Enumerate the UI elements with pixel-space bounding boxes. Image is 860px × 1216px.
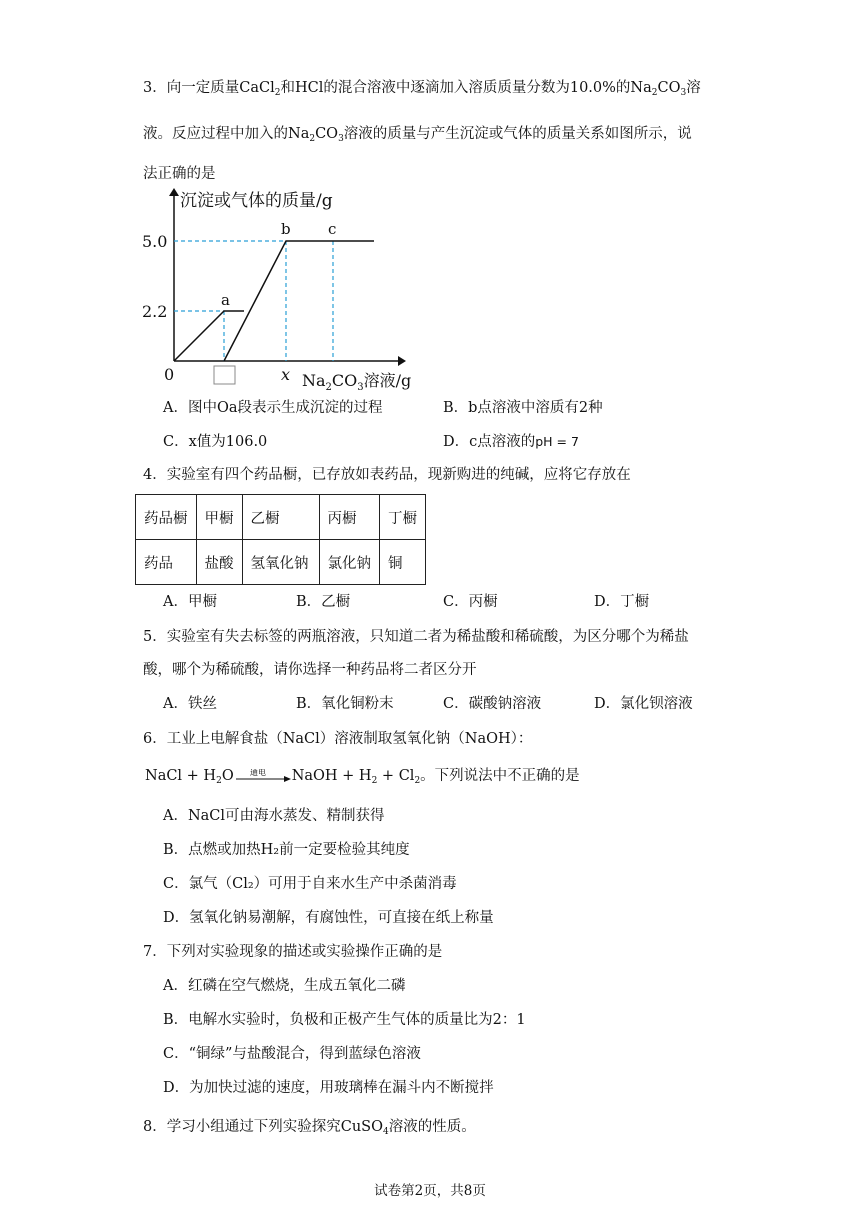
q7-option-c[interactable]: C．“铜绿”与盐酸混合，得到蓝绿色溶液 xyxy=(163,1046,421,1062)
table-cell: 氢氧化钠 xyxy=(242,540,319,585)
q6-stem-line1: 6．工业上电解食盐（NaCl）溶液制取氢氧化钠（NaOH）： xyxy=(143,731,533,747)
q7-option-d[interactable]: D．为加快过滤的速度，用玻璃棒在漏斗内不断搅拌 xyxy=(163,1080,494,1096)
table-cell: 丁橱 xyxy=(380,495,426,540)
q5-option-d[interactable]: D．氯化钡溶液 xyxy=(594,696,693,712)
q5-option-a[interactable]: A．铁丝 xyxy=(163,696,217,712)
x-axis-label: $Na_2CO_3$溶液/g xyxy=(302,371,412,393)
q4-stem: 4．实验室有四个药品橱，已存放如表药品，现新购进的纯碱，应将它存放在 xyxy=(143,467,631,483)
table-cell: 药品 xyxy=(136,540,197,585)
table-cell: 盐酸 xyxy=(196,540,242,585)
q5-option-c[interactable]: C．碳酸钠溶液 xyxy=(443,696,542,712)
q7-stem: 7．下列对实验现象的描述或实验操作正确的是 xyxy=(143,944,443,960)
svg-text:通电: 通电 xyxy=(249,769,266,777)
answer-blank-box xyxy=(214,366,235,384)
table-cell: 乙橱 xyxy=(242,495,319,540)
q3-stem-line3: 法正确的是 xyxy=(143,166,216,182)
q6-option-b[interactable]: B．点燃或加热H₂前一定要检验其纯度 xyxy=(163,842,410,858)
q3-option-b[interactable]: B．b点溶液中溶质有2种 xyxy=(443,400,603,416)
q7-option-b[interactable]: B．电解水实验时，负极和正极产生气体的质量比为2：1 xyxy=(163,1012,526,1028)
q5-stem-line1: 5．实验室有失去标签的两瓶溶液，只知道二者为稀盐酸和稀硫酸，为区分哪个为稀盐 xyxy=(143,629,689,645)
table-cell: 药品橱 xyxy=(136,495,197,540)
q3-graph xyxy=(140,186,450,396)
q4-option-a[interactable]: A．甲橱 xyxy=(163,594,217,610)
q4-option-d[interactable]: D．丁橱 xyxy=(594,594,650,610)
q4-table xyxy=(135,494,426,585)
q5-option-b[interactable]: B．氧化铜粉末 xyxy=(296,696,394,712)
q3-option-c[interactable]: C．x值为106.0 xyxy=(163,434,268,450)
table-cell: 甲橱 xyxy=(196,495,242,540)
q5-stem-line2: 酸，哪个为稀硫酸，请你选择一种药品将二者区分开 xyxy=(143,662,477,678)
point-a-label: a xyxy=(221,291,230,309)
q3-stem-line1: 3．向一定质量CaCl$_2$和HCl的混合溶液中逐滴加入溶质质量分数为10.0%的$Na_2CO_3$溶 xyxy=(143,80,701,98)
y-axis-label: 沉淀或气体的质量/g xyxy=(180,191,333,211)
tick-2-2: 2.2 xyxy=(142,302,168,321)
q3-stem-line2: 液。反应过程中加入的$Na_2CO_3$溶液的质量与产生沉淀或气体的质量关系如图所示，说 xyxy=(143,126,692,144)
origin-label: 0 xyxy=(164,365,175,384)
table-row xyxy=(136,495,426,540)
q6-option-a[interactable]: A．NaCl可由海水蒸发、精制获得 xyxy=(163,808,385,824)
q4-option-c[interactable]: C．丙橱 xyxy=(443,594,498,610)
table-cell: 氯化钠 xyxy=(319,540,380,585)
q7-option-a[interactable]: A．红磷在空气燃烧，生成五氧化二磷 xyxy=(163,978,406,994)
tick-5-0: 5.0 xyxy=(142,232,168,251)
q8-stem: 8．学习小组通过下列实验探究CuSO$_4$溶液的性质。 xyxy=(143,1119,476,1137)
q6-equation: NaCl + $H_2O$ 通电 NaOH + $H_2 + Cl_2$。下列说法中不正确的是 xyxy=(145,768,580,786)
precipitate-curve xyxy=(224,241,374,361)
q6-option-c[interactable]: C．氯气（Cl₂）可用于自来水生产中杀菌消毒 xyxy=(163,876,457,892)
q3-option-d[interactable]: D．c点溶液的pH = 7 xyxy=(443,434,579,450)
reaction-arrow xyxy=(234,769,292,783)
q6-option-d[interactable]: D．氢氧化钠易潮解，有腐蚀性，可直接在纸上称量 xyxy=(163,910,494,926)
table-cell: 丙橱 xyxy=(319,495,380,540)
point-b-label: b xyxy=(281,220,291,238)
point-c-label: c xyxy=(328,220,337,238)
table-cell: 铜 xyxy=(380,540,426,585)
page-footer: 试卷第2页，共8页 xyxy=(374,1183,486,1199)
gas-curve xyxy=(174,311,244,361)
q3-option-a[interactable]: A．图中Oa段表示生成沉淀的过程 xyxy=(163,400,383,416)
table-row xyxy=(136,540,426,585)
q4-option-b[interactable]: B．乙橱 xyxy=(296,594,351,610)
x-mark-label: x xyxy=(281,365,291,384)
